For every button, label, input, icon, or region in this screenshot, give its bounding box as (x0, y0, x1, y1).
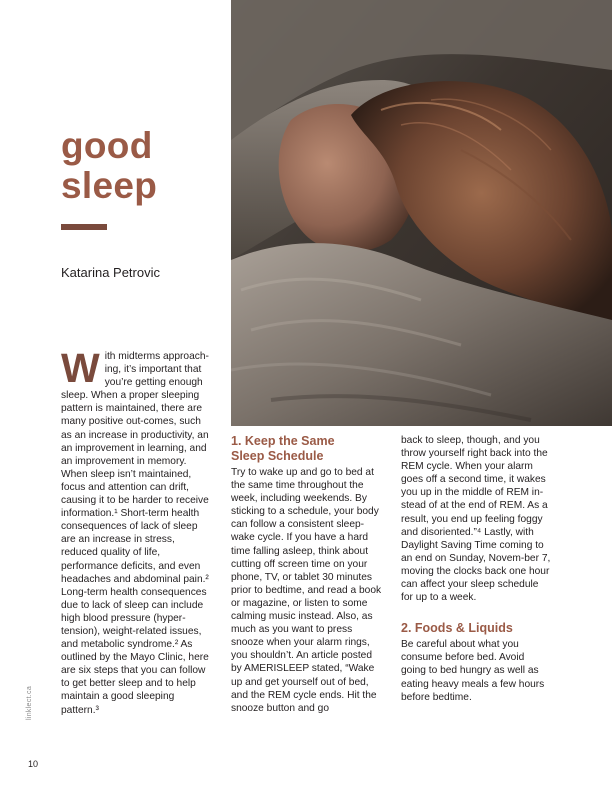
section-heading-2 (401, 621, 551, 636)
intro-column (61, 345, 213, 717)
section-heading-1 (231, 434, 383, 464)
title-line-2: sleep (61, 165, 158, 206)
title-divider (61, 224, 107, 230)
column-2 (231, 434, 383, 715)
intro-paragraph (61, 345, 213, 717)
section-1-body-continued: back to sleep, though, and you throw yourself right back into the REM cycle. When your alarm goes off a second time, it wakes you up in the middle of REM in-stead of at the end of REM. As a result, you end up feeling foggy and disoriented.”⁴ Lastly, with Daylight Saving Time coming to an end on Sunday, Novem-ber 7, moving the clocks back one hour can affect your sleep schedule for up to a week. (401, 435, 551, 604)
person-sleeping-photo (231, 0, 612, 426)
section-1-body: Try to wake up and go to bed at the same time throughout the week, including weekends. By sticking to a schedule, your body can follow a consistent sleep-wake cycle. If you have a hard time falling asleep, think about cutting off screen time on your phone, TV, or tablet 30 minutes prior to bedtime, and read a book or magazine, or listen to some calming music instead. Also, as much as you want to press snooze when your alarm rings, you shouldn’t. An article posted by AMERISLEEP stated, “Wake up and get yourself out of bed, and the REM cycle ends. Hit the snooze button and go (231, 467, 382, 714)
title-line-1: good (61, 125, 153, 166)
page-number: 10 (28, 759, 39, 769)
intro-text: ith midterms approach-ing, it’s important that you’re getting enough sleep. When a proper sleeping pattern is maintained, there are many positive out-comes, such as an increase in productivity, an an improvement in learning, and an improvement in memory. When sleep isn’t maintained, focus and attention can drift, causing it to be harder to receive information.¹ Short-term health consequences of lack of sleep are an increase in stress, reduced quality of life, performance deficits, and even headaches and abdominal pain.² Long-term health consequences due to lack of sleep can include high blood pressure (hyper-tension), weight-related issues, and metabolic syndrome.² As outlined by the Mayo Clinic, here are six steps that you can follow to get better sleep and to help maintain a good sleeping pattern.³ (61, 351, 209, 716)
author-byline: Katarina Petrovic (61, 265, 160, 280)
section-2-body: Be careful about what you consume before bed. Avoid going to bed hungry as well as eating heavy meals a few hours before bedtime. (401, 639, 545, 703)
heading-1-line-2: Sleep Schedule (231, 449, 324, 463)
heading-1-line-1: 1. Keep the Same (231, 434, 335, 448)
article-title (61, 126, 157, 206)
heading-2-line-1: 2. Foods & Liquids (401, 621, 513, 636)
column-3 (401, 434, 551, 704)
side-url: linklect.ca (26, 685, 33, 720)
drop-cap: W (61, 345, 100, 391)
